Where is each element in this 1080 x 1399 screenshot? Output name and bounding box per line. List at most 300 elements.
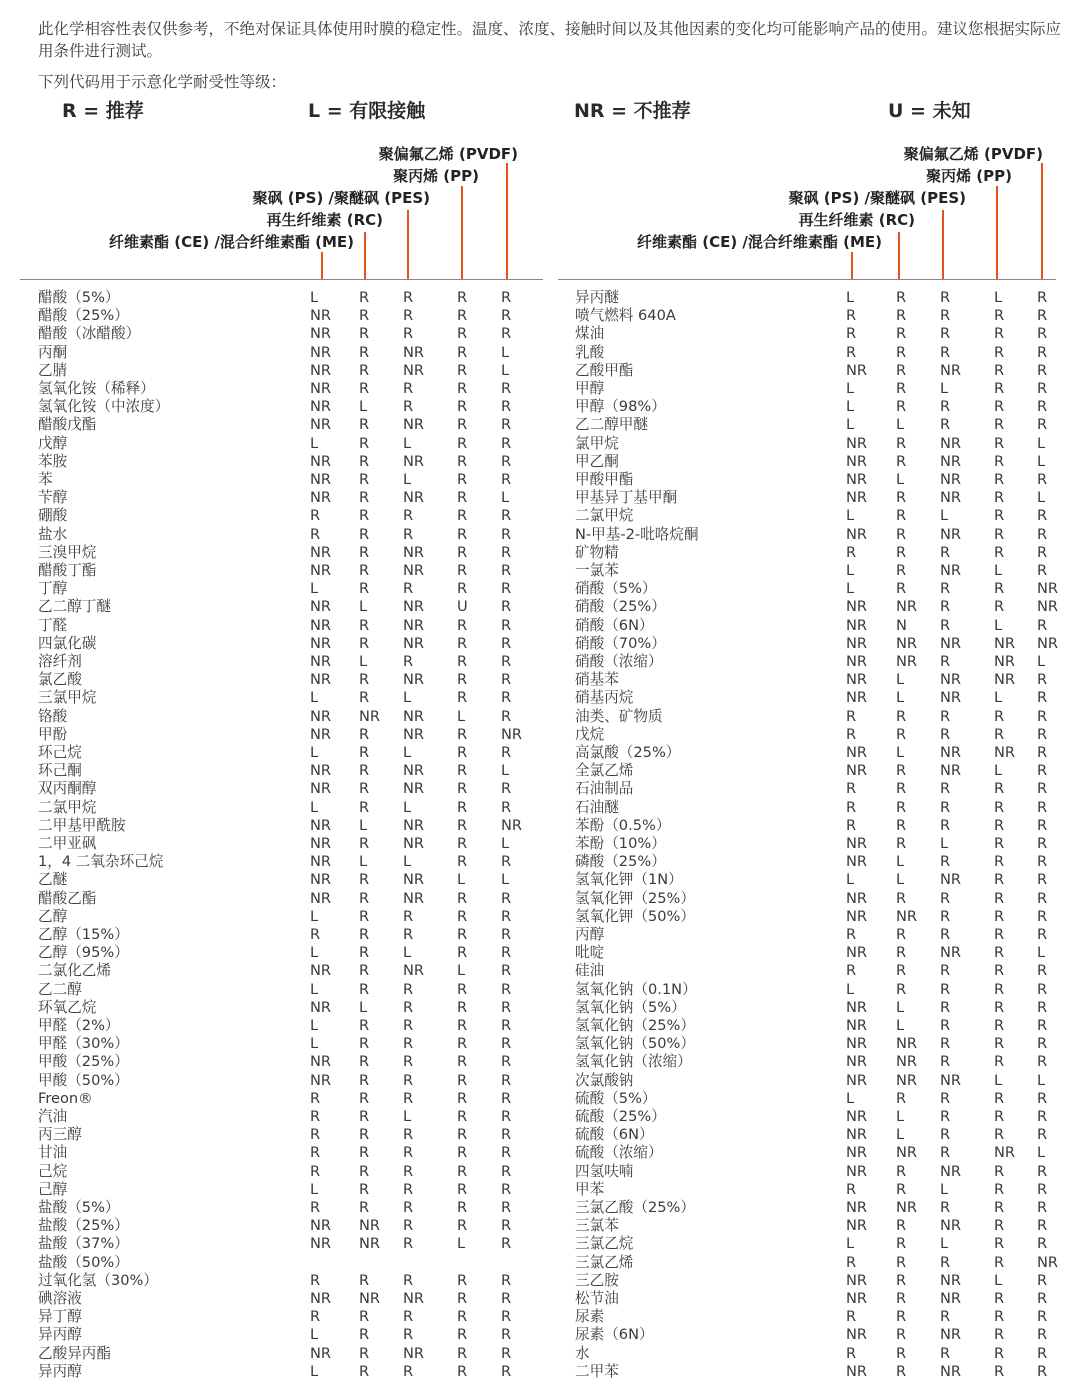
rating-cell: R — [501, 962, 512, 980]
rating-cell: L — [896, 871, 905, 889]
chemical-name: 汽油 — [38, 1108, 68, 1125]
rating-cell: NR — [940, 1162, 962, 1180]
rating-cell: R — [1037, 744, 1048, 761]
rating-cell: R — [359, 471, 370, 488]
rating-cell: L — [846, 507, 855, 525]
rating-cell: R — [846, 725, 857, 743]
rating-cell: R — [1037, 798, 1048, 816]
chemical-name: 乙醇 — [38, 907, 68, 925]
chemical-name: 环己烷 — [38, 744, 82, 761]
rating-cell: NR — [310, 889, 332, 907]
rating-cell: R — [403, 580, 414, 598]
rating-cell: NR — [403, 671, 425, 689]
rating-cell: R — [994, 780, 1005, 798]
rating-cell: R — [359, 1326, 370, 1344]
rating-cell: R — [994, 343, 1005, 361]
rating-cell: R — [501, 798, 512, 816]
rating-cell: R — [994, 1108, 1005, 1125]
rating-cell: NR — [846, 1017, 868, 1034]
chemical-name: 硫酸（5%） — [575, 1089, 657, 1107]
rating-cell: NR — [846, 907, 868, 925]
header-ce-left: 纤维素酯 (CE) /混合纤维素酯 (ME) — [109, 233, 354, 251]
rating-cell: R — [994, 580, 1005, 598]
rating-cell: R — [501, 634, 512, 652]
rating-cell: L — [501, 343, 510, 361]
rating-cell: R — [359, 580, 370, 598]
rating-cell: L — [310, 1035, 319, 1053]
rating-cell: R — [501, 744, 512, 761]
rating-cell: NR — [846, 1126, 868, 1144]
rating-cell: R — [501, 907, 512, 925]
rating-cell: R — [896, 962, 907, 980]
rating-cell: L — [310, 798, 319, 816]
rating-cell: R — [403, 380, 414, 397]
rating-cell: NR — [403, 452, 425, 470]
rating-cell: L — [359, 853, 368, 871]
rating-cell: R — [940, 798, 951, 816]
rating-cell: NR — [940, 1362, 962, 1380]
chemical-name: 硅油 — [575, 962, 605, 980]
rating-cell: R — [940, 307, 951, 325]
header-rule-right — [558, 279, 1056, 280]
rating-cell: NR — [1037, 1253, 1059, 1271]
rating-cell: R — [457, 1180, 468, 1198]
rating-cell: R — [501, 380, 512, 397]
rating-cell: R — [403, 1071, 414, 1089]
rating-cell: R — [940, 543, 951, 561]
chemical-name: 硼酸 — [38, 507, 68, 525]
rating-cell: L — [310, 580, 319, 598]
rating-cell: R — [457, 798, 468, 816]
rating-cell: NR — [310, 380, 332, 397]
rating-cell: R — [501, 452, 512, 470]
rating-cell: R — [994, 1180, 1005, 1198]
rating-cell: NR — [846, 1108, 868, 1125]
rating-cell: R — [994, 926, 1005, 943]
rating-cell: NR — [310, 562, 332, 579]
rating-cell: NR — [846, 598, 868, 616]
rating-cell: NR — [846, 853, 868, 871]
rating-cell: NR — [310, 998, 332, 1016]
chemical-name: 铬酸 — [38, 707, 68, 725]
rating-cell: L — [896, 471, 905, 488]
rating-cell: R — [896, 835, 907, 852]
rating-cell: R — [359, 434, 370, 452]
rating-cell: NR — [940, 361, 962, 379]
rating-cell: R — [501, 416, 512, 434]
rating-cell: R — [359, 671, 370, 689]
rating-cell: NR — [310, 616, 332, 634]
rating-cell: R — [896, 707, 907, 725]
rating-cell: R — [310, 1271, 321, 1289]
rating-cell: L — [1037, 434, 1046, 452]
rating-cell: NR — [846, 762, 868, 780]
intro-paragraph: 此化学相容性表仅供参考，不绝对保证具体使用时膜的稳定性。温度、浓度、接触时间以及其他因素的变化均可能影响产品的使用。建议您根据实际应用条件进行测试。 — [38, 20, 1062, 60]
rating-cell: L — [310, 944, 319, 962]
rating-cell: L — [403, 434, 412, 452]
rating-cell: R — [501, 507, 512, 525]
rating-cell: R — [940, 1126, 951, 1144]
rating-cell: NR — [310, 416, 332, 434]
rating-cell: R — [457, 289, 468, 306]
rating-cell: NR — [310, 671, 332, 689]
chemical-name: 戊醇 — [38, 434, 68, 452]
chemical-name: 松节油 — [575, 1290, 619, 1307]
rating-cell: R — [501, 1126, 512, 1144]
rating-cell: NR — [310, 816, 332, 834]
rating-cell: R — [457, 434, 468, 452]
rating-cell: R — [359, 489, 370, 507]
rating-cell: R — [994, 835, 1005, 852]
chemical-name: 盐酸（50%） — [38, 1253, 129, 1271]
chemical-name: 甲醇（98%） — [575, 398, 666, 416]
rating-cell: R — [940, 907, 951, 925]
rating-cell: R — [403, 653, 414, 670]
rating-cell: L — [846, 289, 855, 306]
rating-cell: R — [896, 1089, 907, 1107]
rating-cell: R — [457, 507, 468, 525]
rating-cell: R — [994, 543, 1005, 561]
tick-ce-left — [321, 252, 323, 279]
rating-cell: R — [1037, 1235, 1048, 1253]
rating-cell: R — [896, 325, 907, 343]
chemical-name: 水 — [575, 1344, 590, 1362]
rating-cell: R — [896, 307, 907, 325]
rating-cell: R — [501, 1290, 512, 1307]
rating-cell: R — [403, 1362, 414, 1380]
rating-cell: L — [403, 744, 412, 761]
rating-cell: R — [501, 671, 512, 689]
chemical-name: 丙酮 — [38, 343, 68, 361]
rating-cell: L — [1037, 489, 1046, 507]
chemical-name: 环己酮 — [38, 762, 82, 780]
header-ps-right: 聚砜 (PS) /聚醚砜 (PES) — [788, 189, 966, 207]
chemical-name: 二甲亚砜 — [38, 835, 97, 852]
rating-cell: NR — [846, 525, 868, 543]
rating-cell: R — [501, 398, 512, 416]
rating-cell: R — [359, 1126, 370, 1144]
rating-cell: NR — [403, 489, 425, 507]
chemical-name: 磷酸（25%） — [575, 853, 666, 871]
rating-cell: NR — [846, 1271, 868, 1289]
rating-cell: R — [994, 1126, 1005, 1144]
rating-cell: R — [1037, 325, 1048, 343]
chemical-name: 硝基苯 — [575, 671, 619, 689]
rating-cell: NR — [310, 707, 332, 725]
rating-cell: R — [457, 689, 468, 707]
legend-recommended: R = 推荐 — [62, 100, 144, 122]
rating-cell: R — [896, 1308, 907, 1326]
rating-cell: NR — [940, 525, 962, 543]
rating-cell: R — [457, 1217, 468, 1235]
rating-cell: R — [359, 1035, 370, 1053]
rating-cell: R — [501, 1199, 512, 1216]
rating-cell: R — [501, 944, 512, 962]
rating-cell: R — [457, 853, 468, 871]
chemical-name: 硝酸（6N） — [575, 616, 654, 634]
rating-cell: NR — [846, 889, 868, 907]
rating-cell: R — [359, 452, 370, 470]
chemical-name: 硝基丙烷 — [575, 689, 634, 707]
rating-cell: R — [310, 1108, 321, 1125]
rating-cell: R — [457, 1089, 468, 1107]
chemical-name: 丁醛 — [38, 616, 68, 634]
rating-cell: R — [1037, 1199, 1048, 1216]
rating-cell: R — [994, 1308, 1005, 1326]
rating-cell: R — [359, 1162, 370, 1180]
chemical-name: 尿素（6N） — [575, 1326, 654, 1344]
rating-cell: R — [310, 1089, 321, 1107]
chemical-name: 三氯乙烷 — [575, 1235, 634, 1253]
chemical-name: 煤油 — [575, 325, 605, 343]
chemical-name: 三氯苯 — [575, 1217, 619, 1235]
rating-cell: R — [1037, 398, 1048, 416]
rating-cell: L — [846, 380, 855, 397]
chemical-name: 矿物精 — [575, 543, 619, 561]
rating-cell: R — [359, 1144, 370, 1162]
chemical-name: 油类、矿物质 — [575, 707, 663, 725]
rating-cell: L — [940, 380, 949, 397]
rating-cell: R — [1037, 525, 1048, 543]
header-rc-left: 再生纤维素 (RC) — [266, 211, 383, 229]
rating-cell: L — [994, 1071, 1003, 1089]
rating-cell: L — [310, 907, 319, 925]
rating-cell: R — [310, 1126, 321, 1144]
chemical-name: 全氯乙烯 — [575, 762, 634, 780]
chemical-name: 过氧化氢（30%） — [38, 1271, 158, 1289]
rating-cell: R — [359, 525, 370, 543]
rating-cell: L — [359, 998, 368, 1016]
chemical-name: 甲酸甲酯 — [575, 471, 634, 488]
chemical-name: 次氯酸钠 — [575, 1071, 634, 1089]
tick-pp-left — [461, 186, 463, 279]
rating-cell: R — [994, 307, 1005, 325]
rating-cell: L — [846, 980, 855, 998]
rating-cell: L — [1037, 1144, 1046, 1162]
rating-cell: R — [501, 598, 512, 616]
rating-cell: NR — [846, 998, 868, 1016]
codes-title: 下列代码用于示意化学耐受性等级： — [38, 73, 287, 91]
chemical-name: 醋酸（25%） — [38, 307, 129, 325]
rating-cell: R — [1037, 816, 1048, 834]
rating-cell: NR — [310, 307, 332, 325]
rating-cell: L — [896, 1108, 905, 1125]
rating-cell: R — [940, 598, 951, 616]
rating-cell: L — [896, 416, 905, 434]
rating-cell: R — [501, 1089, 512, 1107]
rating-cell: R — [896, 452, 907, 470]
rating-cell: NR — [1037, 634, 1059, 652]
rating-cell: R — [994, 416, 1005, 434]
chemical-name: 苯酚（0.5%） — [575, 816, 671, 834]
rating-cell: R — [940, 1108, 951, 1125]
chemical-name: 丁醇 — [38, 580, 68, 598]
chemical-name: 乙二醇丁醚 — [38, 598, 111, 616]
rating-cell: NR — [940, 1071, 962, 1089]
rating-cell: R — [994, 1162, 1005, 1180]
chemical-name: 乙二醇甲醚 — [575, 416, 648, 434]
rating-cell: R — [403, 1217, 414, 1235]
rating-cell: R — [896, 725, 907, 743]
rating-cell: NR — [846, 1326, 868, 1344]
rating-cell: R — [457, 307, 468, 325]
rating-cell: L — [501, 871, 510, 889]
rating-cell: NR — [403, 343, 425, 361]
rating-cell: R — [501, 525, 512, 543]
rating-cell: R — [846, 325, 857, 343]
rating-cell: NR — [359, 1217, 381, 1235]
rating-cell: R — [359, 980, 370, 998]
rating-cell: R — [1037, 1362, 1048, 1380]
rating-cell: R — [896, 489, 907, 507]
rating-cell: L — [310, 980, 319, 998]
chemical-name: 硫酸（浓缩） — [575, 1144, 663, 1162]
rating-cell: NR — [310, 780, 332, 798]
rating-cell: R — [457, 452, 468, 470]
rating-cell: R — [457, 889, 468, 907]
rating-cell: R — [896, 780, 907, 798]
rating-cell: NR — [994, 634, 1016, 652]
rating-cell: L — [501, 835, 510, 852]
rating-cell: R — [457, 1053, 468, 1071]
chemical-name: 盐酸（25%） — [38, 1217, 129, 1235]
rating-cell: L — [310, 1017, 319, 1034]
rating-cell: R — [940, 926, 951, 943]
rating-cell: R — [359, 634, 370, 652]
rating-cell: R — [359, 1089, 370, 1107]
rating-cell: NR — [896, 1199, 918, 1216]
rating-cell: R — [940, 1308, 951, 1326]
header-ce-right: 纤维素酯 (CE) /混合纤维素酯 (ME) — [637, 233, 882, 251]
rating-cell: NR — [994, 653, 1016, 670]
chemical-name: 苯胺 — [38, 452, 68, 470]
chemical-name: 异丙醇 — [38, 1326, 82, 1344]
rating-cell: R — [501, 853, 512, 871]
rating-cell: R — [1037, 307, 1048, 325]
rating-cell: R — [994, 889, 1005, 907]
rating-cell: R — [457, 361, 468, 379]
rating-cell: R — [994, 1362, 1005, 1380]
rating-cell: NR — [403, 361, 425, 379]
rating-cell: NR — [896, 1053, 918, 1071]
chemical-name: 溶纤剂 — [38, 653, 82, 670]
rating-cell: NR — [310, 762, 332, 780]
rating-cell: R — [359, 798, 370, 816]
chemical-name: 1，4 二氧杂环己烷 — [38, 853, 164, 871]
rating-cell: R — [940, 343, 951, 361]
rating-cell: R — [940, 725, 951, 743]
rating-cell: NR — [940, 1217, 962, 1235]
rating-cell: NR — [846, 671, 868, 689]
rating-cell: R — [457, 998, 468, 1016]
rating-cell: NR — [940, 689, 962, 707]
rating-cell: R — [1037, 562, 1048, 579]
chemical-name: 醋酸戊酯 — [38, 416, 97, 434]
rating-cell: R — [896, 289, 907, 306]
rating-cell: NR — [940, 1271, 962, 1289]
rating-cell: R — [994, 489, 1005, 507]
chemical-name: 三氯甲烷 — [38, 689, 97, 707]
rating-cell: R — [1037, 1053, 1048, 1071]
rating-cell: R — [359, 1271, 370, 1289]
chemical-name: 醋酸（5%） — [38, 289, 120, 306]
rating-cell: L — [403, 853, 412, 871]
rating-cell: NR — [1037, 598, 1059, 616]
rating-cell: R — [403, 1053, 414, 1071]
rating-cell: NR — [994, 744, 1016, 761]
rating-cell: R — [457, 671, 468, 689]
rating-cell: R — [994, 1290, 1005, 1307]
rating-cell: NR — [940, 434, 962, 452]
rating-cell: R — [994, 725, 1005, 743]
rating-cell: R — [994, 1089, 1005, 1107]
rating-cell: R — [1037, 343, 1048, 361]
rating-cell: L — [896, 998, 905, 1016]
rating-cell: R — [457, 780, 468, 798]
rating-cell: R — [994, 361, 1005, 379]
rating-cell: NR — [310, 361, 332, 379]
rating-cell: R — [994, 507, 1005, 525]
rating-cell: R — [457, 1126, 468, 1144]
rating-cell: L — [359, 598, 368, 616]
rating-cell: R — [359, 871, 370, 889]
rating-cell: R — [994, 798, 1005, 816]
rating-cell: R — [846, 543, 857, 561]
chemical-name: 异丙醇 — [38, 1362, 82, 1380]
chemical-name: 甲醇 — [575, 380, 605, 397]
chemical-name: 四氯化碳 — [38, 634, 97, 652]
tick-rc-right — [898, 232, 900, 279]
rating-cell: L — [1037, 1071, 1046, 1089]
rating-cell: R — [359, 543, 370, 561]
rating-cell: NR — [310, 871, 332, 889]
rating-cell: NR — [310, 343, 332, 361]
rating-cell: R — [896, 1180, 907, 1198]
rating-cell: R — [403, 1017, 414, 1034]
rating-cell: NR — [403, 543, 425, 561]
rating-cell: NR — [310, 471, 332, 488]
chemical-name: 双丙酮醇 — [38, 780, 97, 798]
rating-cell: R — [457, 744, 468, 761]
rating-cell: NR — [896, 598, 918, 616]
rating-cell: R — [359, 1017, 370, 1034]
rating-cell: R — [940, 962, 951, 980]
rating-cell: NR — [896, 907, 918, 925]
rating-cell: L — [403, 1108, 412, 1125]
rating-cell: NR — [403, 889, 425, 907]
rating-cell: NR — [310, 1217, 332, 1235]
chemical-name: 三乙胺 — [575, 1271, 619, 1289]
rating-cell: R — [457, 380, 468, 397]
tick-pvdf-right — [1041, 163, 1043, 279]
rating-cell: R — [940, 580, 951, 598]
rating-cell: R — [846, 1344, 857, 1362]
rating-cell: U — [457, 598, 468, 616]
rating-cell: R — [457, 398, 468, 416]
rating-cell: R — [359, 507, 370, 525]
rating-cell: R — [846, 816, 857, 834]
rating-cell: R — [403, 1144, 414, 1162]
rating-cell: NR — [310, 853, 332, 871]
rating-cell: L — [896, 744, 905, 761]
rating-cell: R — [359, 907, 370, 925]
rating-cell: NR — [846, 434, 868, 452]
rating-cell: R — [896, 543, 907, 561]
tick-pp-right — [996, 186, 998, 279]
rating-cell: R — [359, 289, 370, 306]
rating-cell: R — [501, 1326, 512, 1344]
rating-cell: NR — [940, 762, 962, 780]
